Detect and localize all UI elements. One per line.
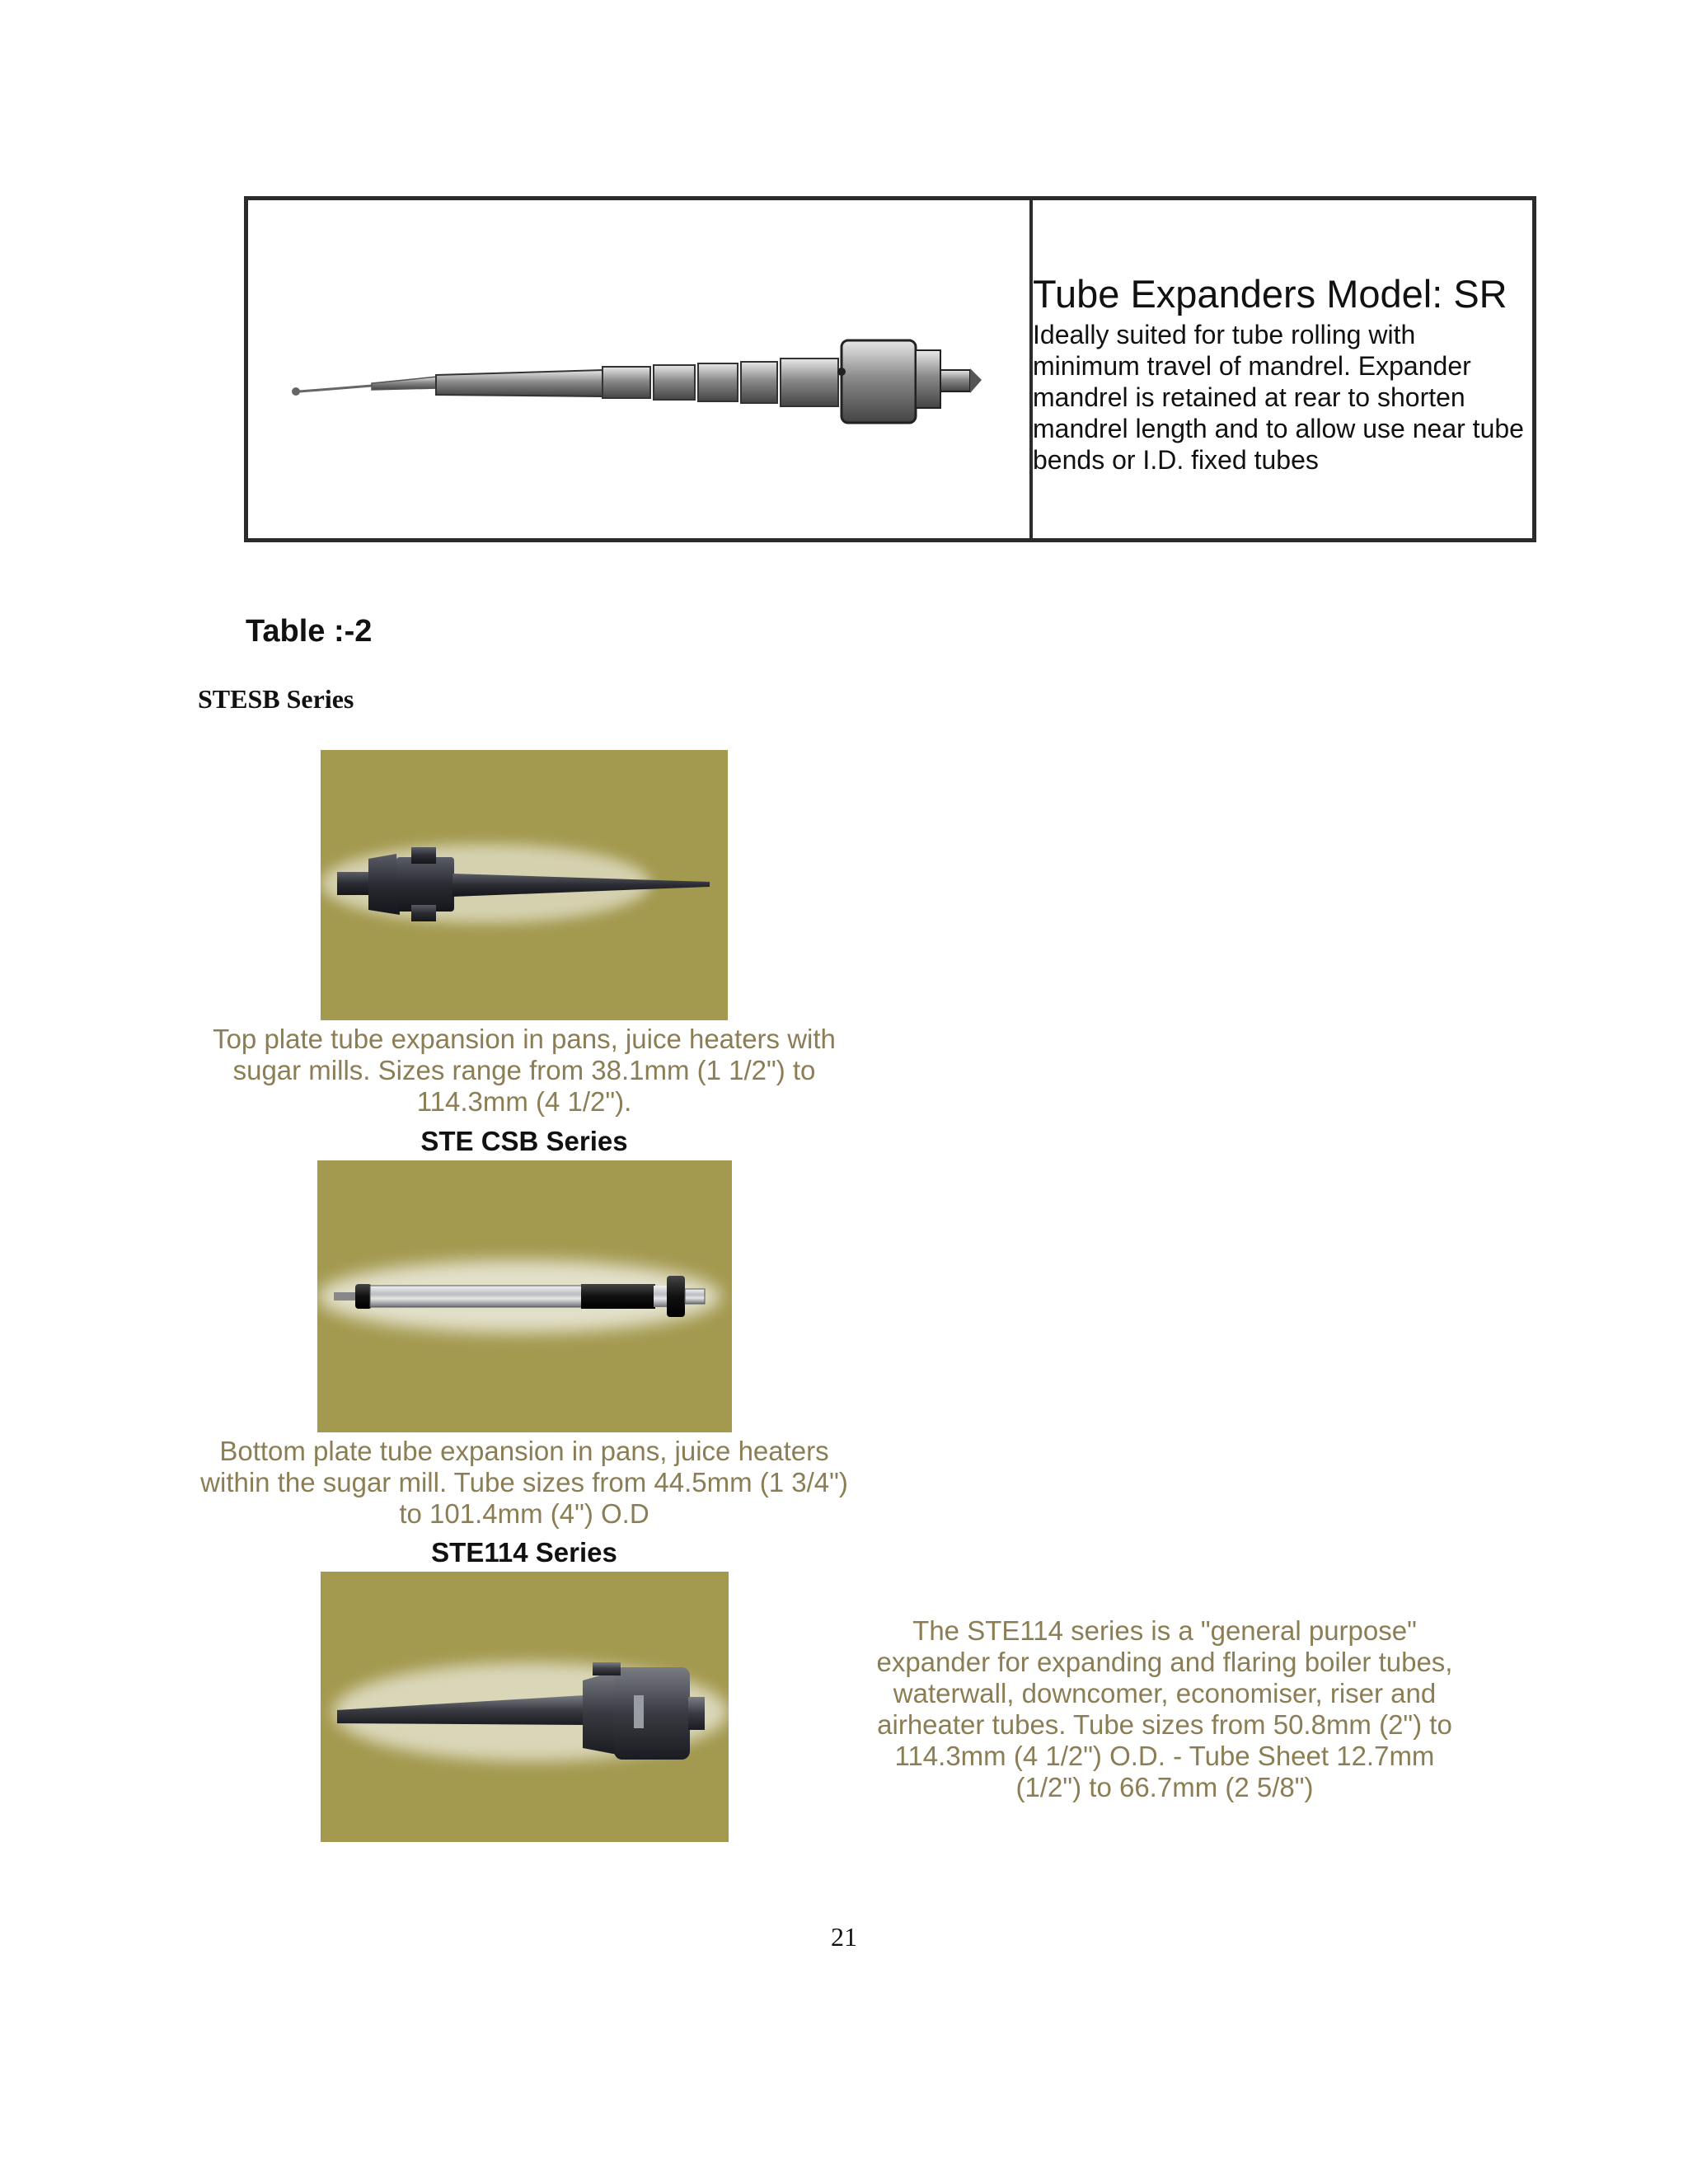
stesb-product-photo [321,750,728,1020]
stesb-caption: Top plate tube expansion in pans, juice heaters with sugar mills. Sizes range from 38.1mm (1 1/2") to 114.3mm (4 1/2"). [213,1024,836,1117]
description-cell [1033,200,1532,538]
ste114-series-title: STE114 Series [431,1537,617,1568]
series-label: STESB Series [198,684,354,714]
table-label: Table :-2 [246,614,373,649]
product-title: Tube Expanders Model: SR [1033,272,1507,316]
stesb-expander-image [321,750,728,1020]
ste114-caption: The STE114 series is a "general purpose" expander for expanding and flaring boiler tubes, waterwall, downcomer, economiser, riser and airheater tubes. Tube sizes from 50.8mm (2") to 114.3mm (4 1/2") O.D. - Tube Sheet 12.7mm (1/2") to 66.7mm (2 5/8") [876,1615,1453,1802]
ste-csb-product-photo [317,1160,732,1432]
product-table-sr [244,196,1536,542]
ste-csb-caption: Bottom plate tube expansion in pans, juice heaters within the sugar mill. Tube sizes from 44.5mm (1 3/4") to 101.4mm (4") O.D [200,1436,848,1529]
tool-image-cell [248,200,1029,538]
ste114-expander-image [321,1572,729,1842]
ste-csb-expander-image [317,1160,732,1432]
ste114-product-photo [321,1572,729,1842]
sr-tube-expander-image [248,200,1029,538]
product-description: Ideally suited for tube rolling with minimum travel of mandrel. Expander mandrel is retained at rear to shorten mandrel length and to allow use near tube bends or I.D. fixed tubes [1033,320,1524,475]
page-number: 21 [831,1922,857,1952]
ste-csb-series-title: STE CSB Series [420,1126,628,1156]
